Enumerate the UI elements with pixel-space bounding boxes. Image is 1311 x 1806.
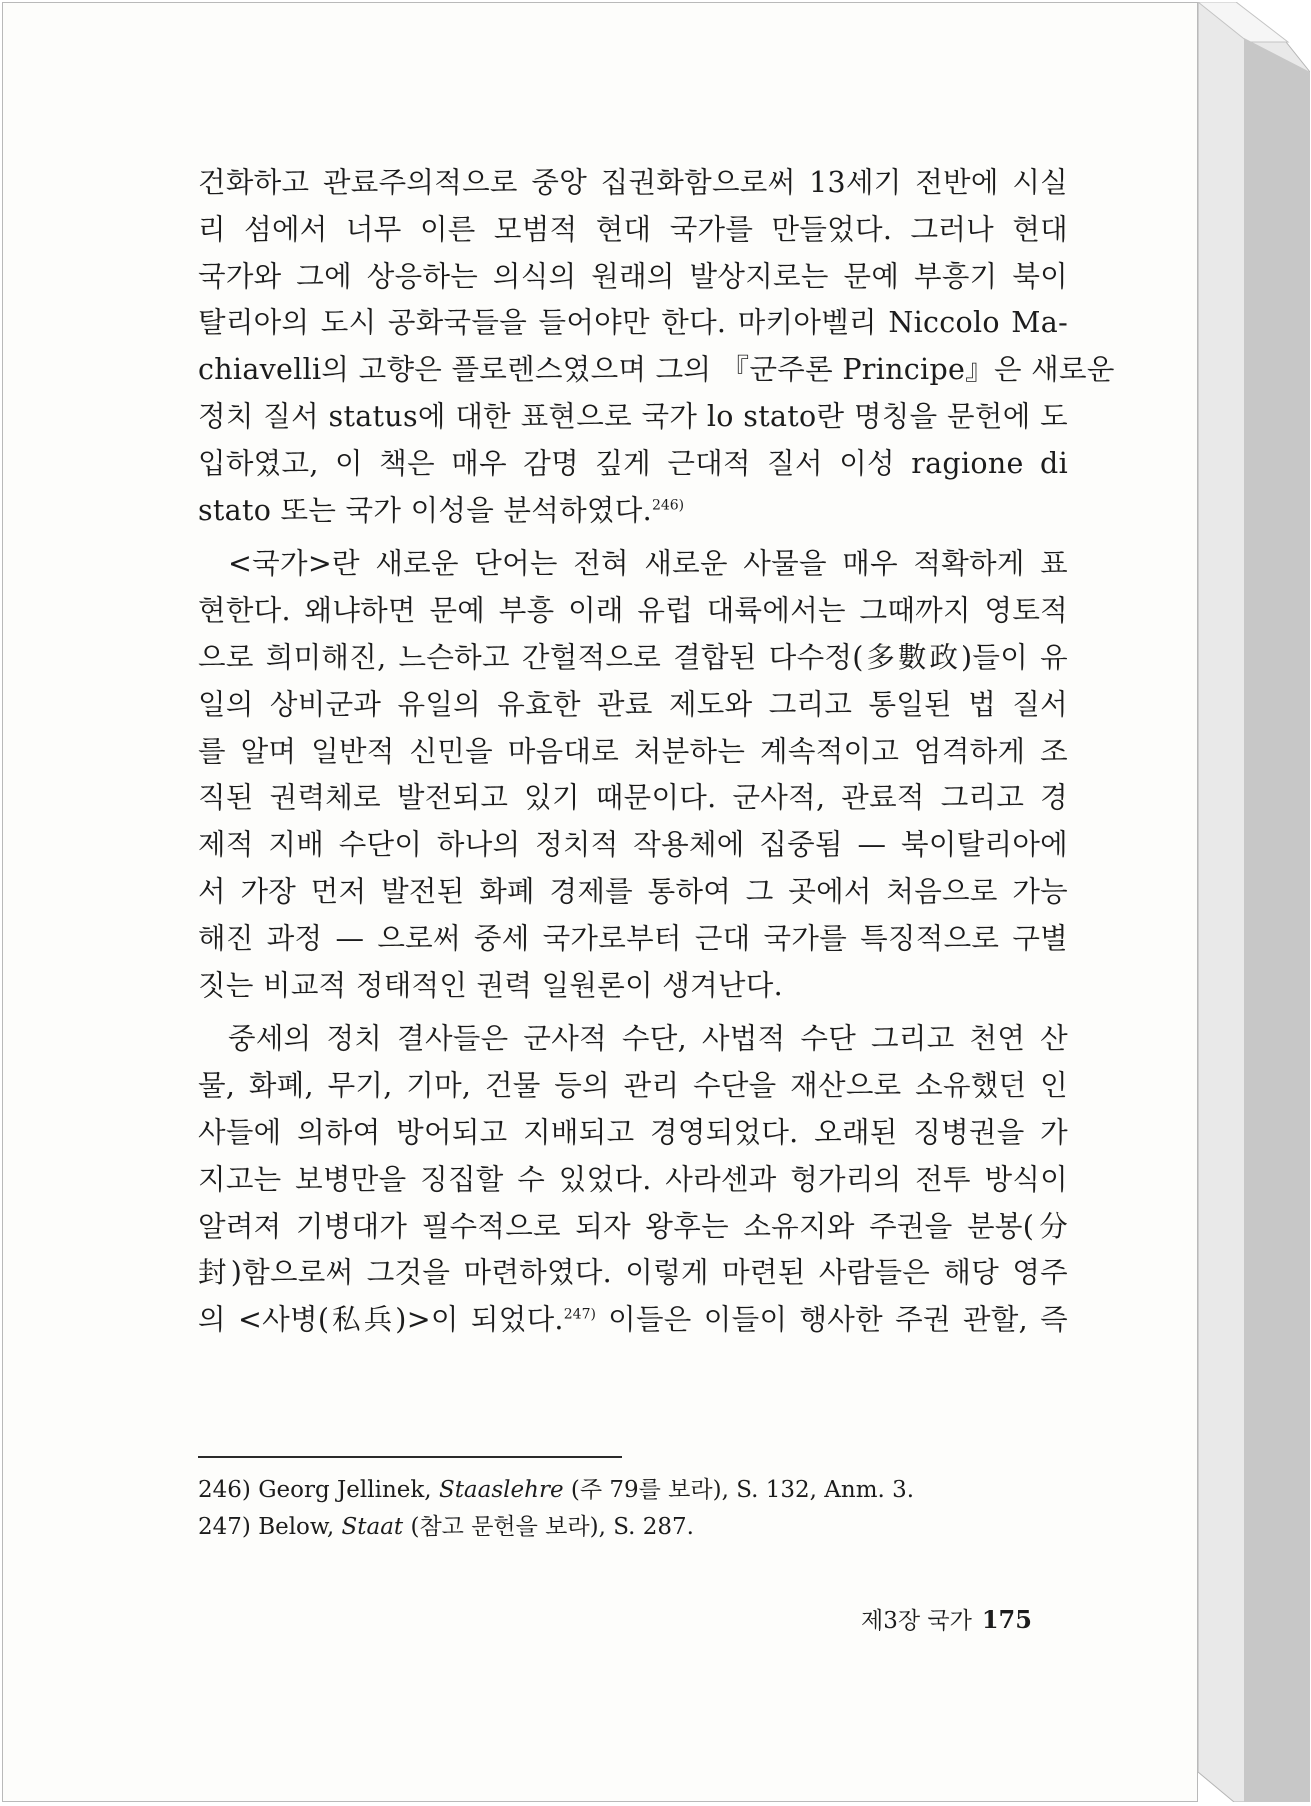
- text-line: 국가와 그에 상응하는 의식의 원래의 발상지로는 문예 부흥기 북이: [198, 259, 1068, 293]
- text-line: 짓는 비교적 정태적인 권력 일원론이 생겨난다.: [198, 968, 783, 1002]
- paragraph-2: [198, 541, 1068, 1009]
- paragraph-3: [198, 1016, 1068, 1344]
- text-line-tail: 이들은 이들이 행사한 주권 관할, 즉: [595, 1303, 1068, 1337]
- text-line: 으로 희미해진, 느슨하고 간헐적으로 결합된 다수정(多數政)들이 유: [198, 640, 1068, 674]
- footnotes: [198, 1472, 1078, 1546]
- text-line: 지고는 보병만을 징집할 수 있었다. 사라센과 헝가리의 전투 방식이: [198, 1162, 1068, 1196]
- text-line: 탈리아의 도시 공화국들을 들어야만 한다. 마키아벨리 Niccolo Ma-: [198, 306, 1068, 340]
- text-line: 정치 질서 status에 대한 표현으로 국가 lo stato란 명칭을 문헌에 도: [198, 399, 1068, 433]
- text-line: 封)함으로써 그것을 마련하였다. 이렇게 마련된 사람들은 해당 영주: [198, 1256, 1068, 1290]
- footnote-ref-246: 246): [651, 497, 685, 514]
- footnote-rest: (참고 문헌을 보라), S. 287.: [410, 1514, 694, 1540]
- text-line: 를 알며 일반적 신민을 마음대로 처분하는 계속적이고 엄격하게 조: [198, 734, 1068, 768]
- body-text: [198, 160, 1115, 1351]
- paragraph-1: [198, 160, 1115, 534]
- text-line: 해진 과정 — 으로써 중세 국가로부터 근대 국가를 특징적으로 구별: [198, 921, 1068, 955]
- text-line-with-note: [198, 1297, 1068, 1344]
- chapter-label: 제3장 국가: [861, 1608, 972, 1634]
- page-number: 175: [981, 1605, 1032, 1634]
- text-line: 중세의 정치 결사들은 군사적 수단, 사법적 수단 그리고 천연 산: [228, 1022, 1068, 1056]
- footnote-246: [198, 1472, 1078, 1509]
- footnote-title: Staat: [341, 1514, 404, 1540]
- footnote-rest: (주 79를 보라), S. 132, Anm. 3.: [570, 1477, 915, 1503]
- text-line: 서 가장 먼저 발전된 화폐 경제를 통하여 그 곳에서 처음으로 가능: [198, 874, 1068, 908]
- running-footer: [861, 1602, 1032, 1635]
- text-line: 사들에 의하여 방어되고 지배되고 경영되었다. 오래된 징병권을 가: [198, 1115, 1068, 1149]
- text-line: 입하였고, 이 책은 매우 감명 깊게 근대적 질서 이성 ragione di: [198, 446, 1068, 480]
- text-line: 알려져 기병대가 필수적으로 되자 왕후는 소유지와 주권을 분봉(分: [198, 1209, 1068, 1243]
- text-line: 리 섬에서 너무 이른 모범적 현대 국가를 만들었다. 그러나 현대: [198, 212, 1068, 246]
- footnote-author: Georg Jellinek,: [258, 1477, 432, 1503]
- text-line: 의 <사병(私兵)>이 되었다.: [198, 1303, 564, 1337]
- text-line: 물, 화폐, 무기, 기마, 건물 등의 관리 수단을 재산으로 소유했던 인: [198, 1069, 1068, 1103]
- footnote-247: [198, 1509, 1078, 1546]
- text-line-with-note: [198, 488, 1068, 535]
- book-spine-edge: [1198, 2, 1310, 1802]
- footnote-author: Below,: [258, 1514, 335, 1540]
- footnote-number: 247): [198, 1514, 251, 1540]
- text-line: stato 또는 국가 이성을 분석하였다.: [198, 493, 652, 527]
- text-line: 건화하고 관료주의적으로 중앙 집권화함으로써 13세기 전반에 시실: [198, 166, 1068, 199]
- footnote-separator: [198, 1456, 622, 1458]
- text-line: 직된 권력체로 발전되고 있기 때문이다. 군사적, 관료적 그리고 경: [198, 781, 1068, 815]
- footnote-title: Staaslehre: [438, 1477, 564, 1503]
- footnote-number: 246): [198, 1477, 251, 1503]
- text-line: 제적 지배 수단이 하나의 정치적 작용체에 집중됨 — 북이탈리아에: [198, 828, 1068, 862]
- text-line: chiavelli의 고향은 플로렌스였으며 그의 『군주론 Principe』은 새로운: [198, 353, 1115, 387]
- footnote-ref-247: 247): [563, 1306, 596, 1323]
- text-line: 현한다. 왜냐하면 문예 부흥 이래 유럽 대륙에서는 그때까지 영토적: [198, 594, 1068, 628]
- text-line: <국가>란 새로운 단어는 전혀 새로운 사물을 매우 적확하게 표: [228, 547, 1068, 581]
- text-line: 일의 상비군과 유일의 유효한 관료 제도와 그리고 통일된 법 질서: [198, 687, 1068, 721]
